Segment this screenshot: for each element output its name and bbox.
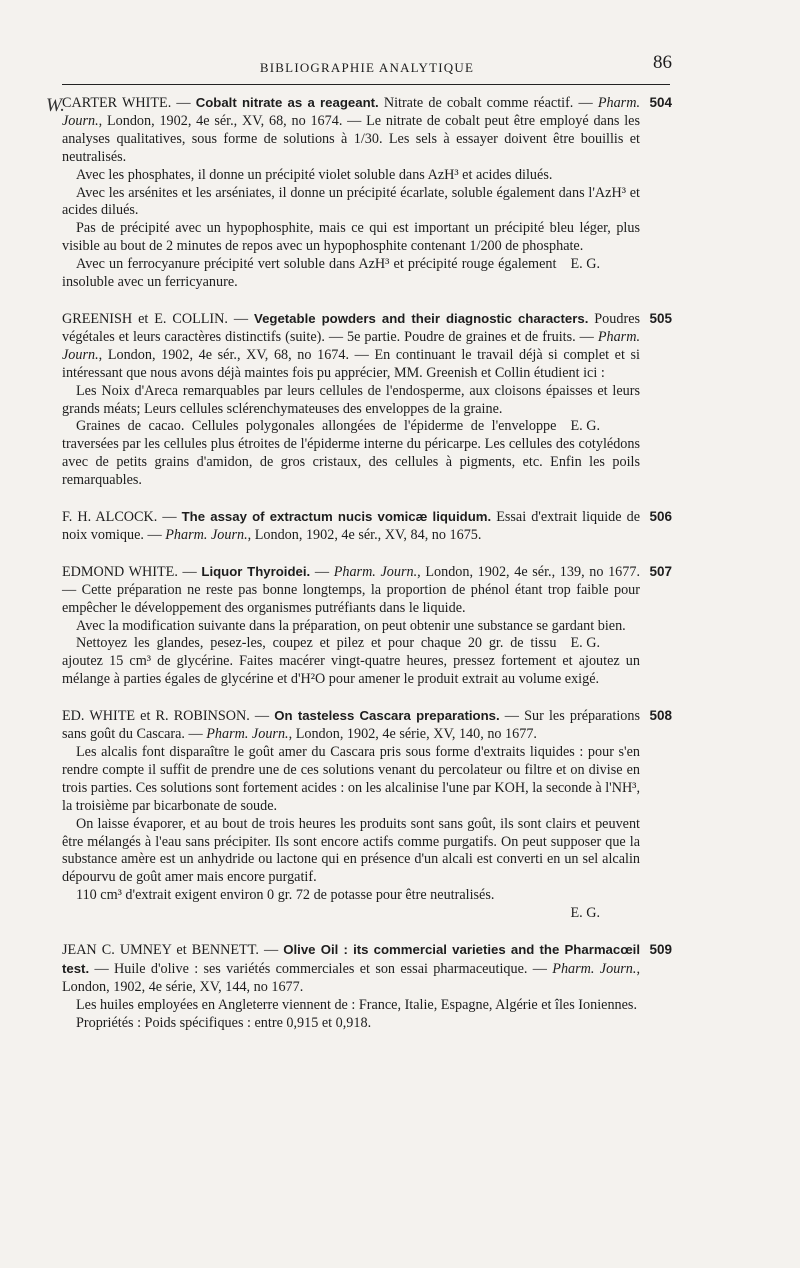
entry-paragraph: Avec les arsénites et les arséniates, il donne un précipité écarlate, soluble également dans l'AzH³ et acides dilués. — [62, 184, 640, 219]
entry-ref-number: 505 — [649, 310, 672, 326]
entry-paragraph — [62, 418, 640, 490]
entry-509 — [62, 941, 672, 1033]
entry-intro: Nitrate de cobalt comme réactif. — — [383, 95, 593, 111]
entry-source: Pharm. Journ. — [333, 563, 418, 580]
entry-intro: Essai d'extrait liquide de noix vomique. — — [62, 509, 641, 543]
entry-505 — [62, 310, 672, 490]
entry-authors: F. H. ALCOCK. — — [62, 509, 177, 526]
entry-authors: JEAN C. UMNEY et BENNETT. — — [62, 942, 279, 959]
entry-paragraph: Pas de précipité avec un hypophosphite, mais ce qui est important un précipité bleu léger, plus visible au bout de 2 minutes de repos avec un hypophosphite contenant 1/200 de phosphate. — [62, 220, 640, 255]
entry-source: Pharm. Journ. — [62, 95, 640, 129]
entry-paragraph: Les Noix d'Areca remarquables par leurs cellules de l'endosperme, aux cloisons épaisses et leurs grands méats; Leurs cellules sclérenchymateuses des enveloppes de la graine. — [62, 382, 640, 417]
entry-508 — [62, 707, 672, 923]
entry-ref-number: 506 — [649, 509, 672, 525]
entry-signature: E. G. — [570, 635, 600, 652]
page-number: 86 — [653, 52, 672, 73]
entry-lead — [62, 508, 640, 545]
page-header — [62, 52, 672, 82]
entry-lead — [62, 94, 640, 167]
entry-lead — [62, 707, 640, 744]
entry-intro: — Huile d'olive : ses variétés commerciales et son essai pharmaceutique. — — [94, 960, 547, 977]
entry-intro: — — [314, 563, 330, 580]
entry-authors: EDMOND WHITE. — — [62, 563, 197, 580]
entry-paragraph: Les huiles employées en Angleterre viennent de : France, Italie, Espagne, Algérie et îles Ioniennes. — [76, 996, 638, 1013]
entry-authors: CARTER WHITE. — — [62, 95, 191, 111]
entry-507 — [62, 563, 672, 689]
entry-506 — [62, 508, 672, 545]
entry-title: Vegetable powders and their diagnostic characters. — [254, 310, 589, 326]
entry-title: Olive Oil : its commercial varieties and the Pharmacœil test. — [62, 942, 640, 976]
entry-intro: — Sur les préparations sans goût du Cascara. — — [62, 708, 640, 743]
entry-ref-number: 508 — [649, 708, 672, 724]
entry-source-rest: , London, 1902, 4e sér., XV, 68, no 1674. — En continuant le travail déjà si complet et si intéressant que nous avons déjà maintes fois pu apprécier, MM. Greenish et Collin étudient ici : — [62, 346, 640, 381]
margin-annotation: W. — [46, 95, 65, 116]
entry-source-rest: , London, 1902, 4e sér., 139, no 1677. — Cette préparation ne reste pas bonne longtemps, la proportion de phénol étant trop faible pour empêcher le développement des organismes putréfiants dans le liquide. — [62, 563, 641, 616]
entry-paragraph: On laisse évaporer, et au bout de trois heures les produits sont sans goût, ils sont clairs et peuvent être mélangés à l'eau sans précipiter. Ils sont encore actifs comme purgatifs. On peut supposer que la substance amère est un anhydride ou lactone qui en présence d'un alcali est converti en un sel alcalin dépourvu de goût amer mais encore purgatif. — [62, 815, 640, 886]
entry-source-rest: , London, 1902, 4e sér., XV, 68, no 1674. — Le nitrate de cobalt peut être employé dans les analyses qualitatives, sous forme de solutions à 1/30. Les sels à essayer doivent être bouillis et neutralisés. — [62, 112, 640, 165]
entry-source-rest: , London, 1902, 4e sér., XV, 84, no 1675. — [247, 526, 482, 543]
entry-authors: GREENISH et E. COLLIN. — — [62, 310, 249, 327]
entry-signature: E. G. — [570, 905, 600, 922]
entry-paragraph-text: Avec un ferrocyanure précipité vert soluble dans AzH³ et précipité rouge également insoluble avec un ferricyanure. — [62, 256, 557, 291]
entry-paragraph: Avec les phosphates, il donne un précipité violet soluble dans AzH³ et acides dilués. — [76, 166, 553, 183]
entry-source: Pharm. Journ. — [62, 328, 640, 363]
entry-lead — [62, 310, 640, 383]
entry-authors: ED. WHITE et R. ROBINSON. — — [62, 708, 270, 725]
entry-title: On tasteless Cascara preparations. — [274, 708, 500, 724]
entry-paragraph-text: Nettoyez les glandes, pesez-les, coupez et pilez et pour chaque 20 gr. de tissu ajoutez 15 cm³ de glycérine. Faites macérer vingt-quatre heures, pressez fortement et ajoutez un mélange à parties égales de glycérine et d'H²O pour amener le produit extrait au volume exigé. — [62, 635, 640, 688]
entry-paragraph — [62, 635, 640, 689]
entry-ref-number: 509 — [649, 942, 672, 958]
entry-source: Pharm. Journ. — [165, 526, 248, 543]
bibliography-entries — [62, 94, 672, 1033]
entry-source: Pharm. Journ. — [552, 960, 637, 977]
entry-paragraph: Avec la modification suivante dans la préparation, on peut obtenir une substance se gardant bien. — [76, 617, 626, 634]
entry-signature: E. G. — [570, 418, 600, 435]
entry-intro: Poudres végétales et leurs caractères distinctifs (suite). — 5e partie. Poudre de graines et de fruits. — — [62, 310, 641, 345]
entry-ref-number: 507 — [649, 563, 672, 579]
entry-504 — [62, 94, 672, 292]
entry-source: Pharm. Journ. — [206, 726, 289, 743]
entry-source-rest: , London, 1902, 4e série, XV, 140, no 1677. — [288, 726, 537, 743]
entry-paragraph: Propriétés : Poids spécifiques : entre 0,915 et 0,918. — [76, 1014, 372, 1031]
entry-title: Cobalt nitrate as a reageant. — [195, 95, 379, 110]
running-title: BIBLIOGRAPHIE ANALYTIQUE — [259, 60, 475, 75]
entry-title: The assay of extractum nucis vomicæ liquidum. — [181, 509, 492, 525]
entry-signature: E. G. — [570, 256, 600, 273]
entry-title: Liquor Thyroidei. — [201, 563, 311, 579]
header-rule — [62, 84, 670, 85]
entry-source-rest: , London, 1902, 4e série, XV, 144, no 1677. — [62, 960, 640, 995]
entry-ref-number: 504 — [649, 95, 672, 110]
entry-paragraph: 110 cm³ d'extrait exigent environ 0 gr. 72 de potasse pour être neutralisés. — [76, 887, 495, 904]
entry-paragraph-text: Graines de cacao. Cellules polygonales allongées de l'épiderme de l'enveloppe traversées par les cellules plus étroites de l'épiderme interne du péricarpe. Les cellules des cotylédons avec de petits grains d'amidon, de gros cristaux, des cellules à pigments, etc. Enfin les poils remarquables. — [62, 418, 640, 489]
entry-lead — [62, 563, 640, 618]
entry-paragraph: Les alcalis font disparaître le goût amer du Cascara pris sous forme d'extraits liquides : pour s'en rendre compte il suffit de prendre une de ces solutions venant du percolateur ou filtre et on divise en trois parties. Ces solutions sont fortement acides : on les alcalinise l'une par KOH, la seconde à l'NH³, la troisième par bicarbonate de soude. — [62, 744, 640, 814]
entry-lead — [62, 941, 640, 997]
entry-paragraph — [62, 256, 640, 292]
